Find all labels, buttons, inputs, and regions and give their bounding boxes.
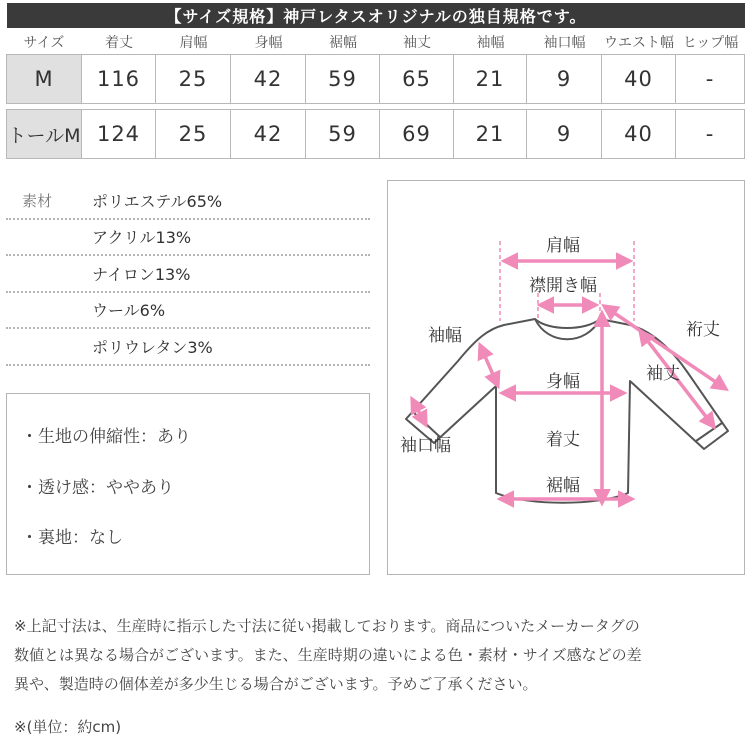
- label-length: 着丈: [546, 430, 580, 450]
- list-item: [6, 183, 370, 220]
- header-cuff-width: 袖口幅: [543, 35, 586, 51]
- table-cell: 25: [156, 109, 231, 159]
- list-item: [6, 220, 370, 257]
- table-cell: 42: [231, 109, 306, 159]
- table-cell: 59: [306, 109, 380, 159]
- garment-illustration: [388, 181, 746, 576]
- neckline: [535, 319, 600, 339]
- material-value: ポリエステル65%: [92, 191, 223, 211]
- sheerness-property: ・透け感：ややあり: [21, 478, 174, 498]
- note-line: 異や、製造時の個体差が多少生じる場合がございます。予めご了承ください。: [14, 675, 538, 693]
- table-cell: 9: [527, 109, 602, 159]
- table-cell: 69: [380, 109, 454, 159]
- table-row: [6, 54, 745, 104]
- disclaimer-notes: [14, 612, 744, 699]
- header-sleeve-length: 袖丈: [403, 35, 431, 51]
- material-value: アクリル13%: [92, 228, 192, 248]
- table-cell: 40: [602, 54, 676, 104]
- measurement-diagram: [387, 180, 745, 575]
- label-cuff: 袖口幅: [400, 436, 451, 456]
- material-value: ポリウレタン3%: [92, 337, 213, 357]
- header-waist-width: ウエスト幅: [604, 35, 674, 51]
- material-label: 素材: [22, 191, 53, 210]
- table-cell: 124: [82, 109, 156, 159]
- header-hip-width: ヒップ幅: [682, 35, 739, 51]
- sleeve-width-arrow: [480, 345, 498, 386]
- note-line: ※上記寸法は、生産時に指示した寸法に従い掲載しております。商品についたメーカータグの: [14, 617, 640, 635]
- header-shoulder: 肩幅: [179, 35, 208, 51]
- header-sleeve-width: 袖幅: [476, 35, 505, 51]
- label-yuki: 裄丈: [686, 320, 720, 340]
- table-cell: 21: [454, 54, 527, 104]
- table-cell: 59: [306, 54, 380, 104]
- table-row: [6, 109, 745, 159]
- header-body-width: 身幅: [254, 35, 283, 51]
- stretch-property: ・生地の伸縮性：あり: [21, 427, 191, 447]
- header-size: サイズ: [23, 35, 65, 51]
- label-shoulder: 肩幅: [546, 236, 580, 256]
- header-hem-width: 裾幅: [329, 35, 357, 51]
- table-cell: 25: [156, 54, 231, 104]
- lining-property: ・裏地：なし: [21, 528, 123, 548]
- list-item: [6, 256, 370, 293]
- table-cell: 40: [602, 109, 676, 159]
- size-spec-title: 【サイズ規格】神戸レタスオリジナルの独自規格です。: [7, 3, 745, 28]
- material-value: ナイロン13%: [92, 264, 191, 284]
- label-neck: 襟開き幅: [529, 276, 597, 296]
- note-line: 数値とは異なる場合がございます。また、生産時期の違いによる色・素材・サイズ感などの差: [14, 646, 642, 664]
- table-cell: 65: [380, 54, 454, 104]
- list-item: [6, 329, 370, 366]
- label-body-width: 身幅: [546, 372, 580, 392]
- table-cell: 42: [231, 54, 306, 104]
- label-sleeve-width: 袖幅: [428, 326, 462, 346]
- size-cell: M: [6, 54, 82, 104]
- table-cell: 9: [527, 54, 602, 104]
- material-list: [6, 183, 370, 366]
- label-hem: 裾幅: [546, 476, 580, 496]
- size-table: [6, 30, 745, 159]
- table-cell: -: [676, 109, 745, 159]
- list-item: [6, 293, 370, 330]
- header-length: 着丈: [105, 35, 133, 51]
- label-sleeve-length: 袖丈: [646, 364, 680, 384]
- fabric-properties: [6, 393, 370, 575]
- size-table-header: [6, 30, 745, 54]
- size-cell: トールM: [6, 109, 82, 159]
- table-cell: 21: [454, 109, 527, 159]
- unit-note: ※(単位：約cm): [14, 718, 122, 736]
- table-cell: -: [676, 54, 745, 104]
- table-cell: 116: [82, 54, 156, 104]
- material-value: ウール6%: [92, 301, 166, 321]
